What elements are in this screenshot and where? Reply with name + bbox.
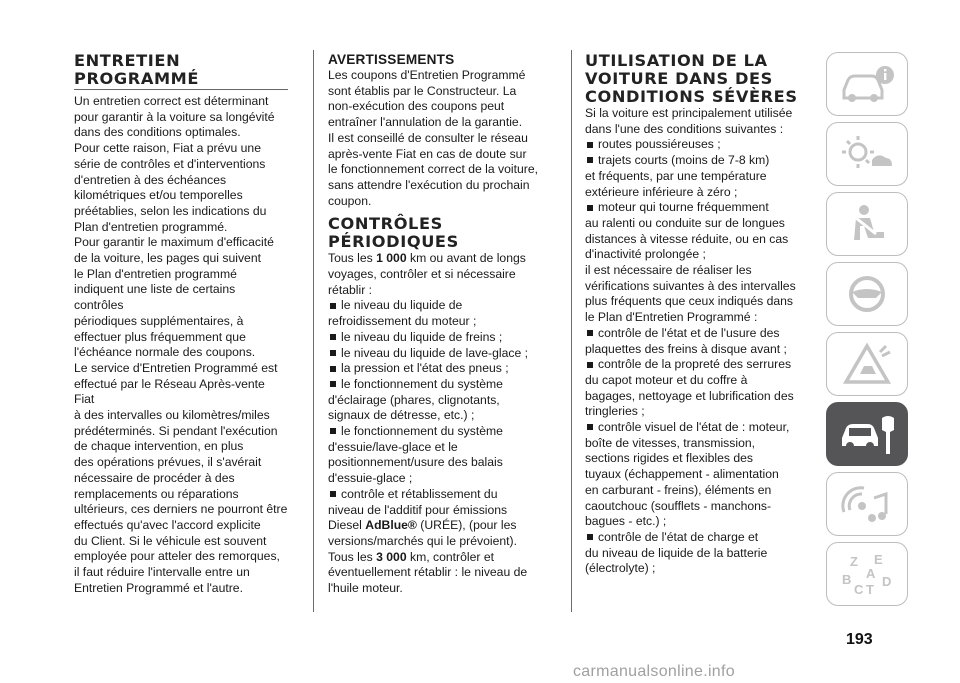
multimedia-icon [836,480,898,528]
column-divider [313,50,314,612]
paragraph [74,235,288,361]
text-line: après-vente Fiat en cas de doute sur [328,146,527,161]
column-entretien [74,52,288,597]
paragraph [328,131,554,210]
car-info-icon [836,60,898,108]
text-line: de la voiture, les pages qui suivent [74,251,261,266]
text: Diesel [328,518,366,533]
bullet-square-icon [587,142,593,148]
steering-wheel-icon [836,270,898,318]
section-heading [328,215,554,251]
bullet-square-icon [330,303,336,309]
bullet-square-icon [330,381,336,387]
list-item-continuation: refroidissement du moteur ; [328,314,477,329]
text-line: extérieure inférieure à zéro ; [585,184,738,199]
text-line: Si la voiture est principalement utilisée [585,106,793,120]
text-line: le fonctionnement correct de la voiture, [328,162,539,177]
text: km ou avant de longs [406,251,526,266]
list-item [585,530,815,546]
text-line: préétablies, selon les indications du [74,203,267,218]
heading-line: CONTRÔLES [328,214,443,234]
text: Tous les [328,251,377,266]
tab-index[interactable] [826,542,908,606]
text: moteur qui tourne fréquemment [598,200,769,215]
paragraph [328,550,554,566]
text-line: sans attendre l'exécution du prochain [328,177,530,192]
tab-steering-wheel[interactable] [826,262,908,326]
text-line: (électrolyte) ; [585,561,656,576]
text-line: d'éclairage (phares, clignotants, [328,392,500,407]
text-line: pour garantir à la voiture sa longévité [74,109,275,124]
tab-seat-safety[interactable] [826,192,908,256]
text: le niveau du liquide de lave-glace ; [341,345,529,360]
index-letter: B [842,572,852,587]
list-item-continuation [585,373,815,420]
list-item [585,326,815,342]
bullet-square-icon [587,424,593,430]
heading-rule [74,89,288,90]
maintenance-icon [836,410,898,458]
tab-maintenance[interactable] [826,402,908,466]
column-conditions-severes [585,52,815,577]
list-item [585,200,815,216]
paragraph [585,263,815,326]
text-line: éventuellement rétablir : le niveau de [328,565,528,580]
text-line: rétablir : [328,282,373,297]
text: le fonctionnement du système [341,424,503,439]
text-line: tringleries ; [585,404,645,419]
text-line: Les coupons d'Entretien Programmé [328,68,526,82]
heading-line: PROGRAMMÉ [74,69,200,88]
text-line: Entretien Programmé et l'autre. [74,580,243,595]
text: contrôle et rétablissement du [341,486,498,501]
heading-line: UTILISATION DE LA [585,51,768,70]
text: km, contrôler et [406,549,494,564]
text-line: remplacements ou réparations [74,486,239,501]
text-line: Plan d'entretien programmé. [74,219,228,234]
text-line: dans des conditions optimales. [74,125,241,140]
text-line: Pour garantir le maximum d'efficacité [74,235,274,250]
page-number: 193 [846,631,873,648]
text-line: vérifications suivantes à des intervalles [585,278,796,293]
text-line: dans l'une des conditions suivantes : [585,121,784,136]
list-item-continuation [585,436,815,530]
text-line: bagages, nettoyage et lubrification des [585,388,794,403]
text-line: Il est conseillé de consulter le réseau [328,130,528,145]
text-line: en carburant - freins), éléments en [585,482,772,497]
paragraph [74,361,288,597]
section-heading [74,52,288,88]
list-item [328,487,554,503]
list-item [585,137,815,153]
text-line: positionnement/usure des balais [328,455,503,470]
text: la pression et l'état des pneus ; [341,361,509,376]
tab-multimedia[interactable] [826,472,908,536]
list-item [328,424,554,440]
text-line: effectué par le Réseau Après-vente Fiat [74,376,265,407]
heading-line: CONDITIONS SÉVÈRES [585,87,798,106]
paragraph [328,565,554,596]
text: Tous les [328,549,377,564]
seat-safety-icon [836,200,898,248]
text-line: tuyaux (échappement - alimentation [585,467,779,482]
warning-heading: AVERTISSEMENTS [328,52,455,67]
adblue-label: AdBlue® [365,518,417,533]
text-line: d'inactivité prolongée ; [585,247,706,262]
bullet-square-icon [330,428,336,434]
distance-value: 1 000 [376,251,407,266]
bullet-square-icon [587,205,593,211]
text-line: boîte de vitesses, transmission, [585,435,756,450]
tab-car-info[interactable] [826,52,908,116]
text-line: périodiques supplémentaires, à [74,313,244,328]
index-letter: D [882,574,892,589]
list-item [328,346,554,362]
list-item [328,377,554,393]
text-line: ultérieurs, ces derniers ne pourront être [74,502,288,517]
section-heading [585,52,815,106]
list-item-continuation: versions/marchés qui le prévoient). [328,533,517,548]
tab-emergency[interactable] [826,332,908,396]
index-letter: T [866,582,874,597]
text-line: au ralenti ou conduite sur de longues [585,215,785,230]
text-line: Le service d'Entretien Programmé est [74,360,278,375]
text: contrôle de la propreté des serrures [598,357,792,372]
list-item-continuation [585,546,815,577]
list-item [328,361,554,377]
text-line: l'huile moteur. [328,581,403,596]
text-line: d'essuie/lave-glace et le [328,439,458,454]
text-line: et fréquents, par une température [585,168,767,183]
text-line: voyages, contrôler et si nécessaire [328,267,516,282]
paragraph [328,251,554,267]
list-item [328,330,554,346]
list-item-continuation: plaquettes des freins à disque avant ; [585,341,787,356]
paragraph [328,68,554,131]
index-letter: Z [850,554,858,569]
watermark: carmanualsonline.info [573,663,735,680]
list-item [585,357,815,373]
text-line: signaux de détresse, etc.) ; [328,408,475,423]
text-line: plus fréquents que ceux indiqués dans [585,294,794,309]
list-item [328,298,554,314]
list-item [585,153,815,169]
heading-line: ENTRETIEN [74,51,181,70]
list-item-continuation [585,169,815,200]
text-line: distances à vitesse réduite, ou en cas [585,231,789,246]
text-line: à des intervalles ou kilomètres/miles [74,408,270,423]
text-line: d'essuie-glace ; [328,471,413,486]
text-line: le Plan d'Entretien Programmé : [585,310,758,325]
emergency-icon [836,340,898,388]
text-line: coupon. [328,193,372,208]
bullet-square-icon [330,491,336,497]
index-letter: A [866,566,876,581]
list-item-continuation [585,216,815,263]
paragraph [585,106,815,137]
list-item-continuation [328,518,554,534]
text-line: non-exécution des coupons peut [328,99,505,114]
bullet-square-icon [330,334,336,340]
bullet-square-icon [330,350,336,356]
text-line: bagues - etc.) ; [585,514,667,529]
text-line: l'échéance normale des coupons. [74,345,256,360]
text-line: kilométriques et/ou temporelles [74,188,243,203]
text-line: du niveau de liquide de la batterie [585,545,768,560]
text: le niveau du liquide de freins ; [341,329,503,344]
text-line: de chaque intervention, en plus [74,439,244,454]
text-line: indiquent une liste de certains contrôles [74,282,236,313]
index-letter: C [854,582,864,597]
text-line: Un entretien correct est déterminant [74,94,269,108]
text-line: entraîner l'annulation de la garantie. [328,115,523,130]
index-letters-icon [836,550,898,598]
text-line: sont établis par le Constructeur. La [328,83,517,98]
text-line: sections rigides et flexibles des [585,451,754,466]
text: contrôle de l'état de charge et [598,529,759,544]
text-line: il est nécessaire de réaliser les [585,263,752,278]
text-line: effectués qu'avec l'accord explicite [74,517,261,532]
bullet-square-icon [587,330,593,336]
text: trajets courts (moins de 7-8 km) [598,153,770,168]
list-item [585,420,815,436]
tab-warning-lights[interactable] [826,122,908,186]
bullet-square-icon [587,157,593,163]
list-item-continuation: niveau de l'additif pour émissions [328,502,508,517]
text-line: nécessaire de procéder à des [74,470,235,485]
text-line: du capot moteur et du coffre à [585,372,748,387]
list-item-continuation [328,393,554,424]
text-line: il faut réduire l'intervalle entre un [74,565,250,580]
text: routes poussiéreuses ; [598,137,721,152]
text-line: prédéterminés. Si pendant l'exécution [74,423,278,438]
text-line: employée pour atteler des remorques, [74,549,280,564]
bullet-square-icon [330,366,336,372]
heading-line: VOITURE DANS DES [585,69,773,88]
paragraph [328,267,554,298]
list-item-continuation [328,440,554,487]
text-line: des opérations prévues, il s'avérait [74,455,262,470]
warning-lights-icon [836,130,898,178]
text: le fonctionnement du système [341,376,503,391]
text-line: effectuer plus fréquemment que [74,329,246,344]
paragraph [74,94,288,141]
index-letter: E [874,552,883,567]
text-line: d'entretien à des échéances [74,172,227,187]
distance-value: 3 000 [376,549,407,564]
heading-line: PÉRIODIQUES [328,232,459,252]
text: contrôle visuel de l'état de : moteur, [598,420,790,435]
text-line: série de contrôles et d'interventions [74,156,266,171]
bullet-square-icon [587,534,593,540]
text-line: caoutchouc (soufflets - manchons- [585,498,772,513]
column-avertissements [328,52,554,597]
text: contrôle de l'état et de l'usure des [598,325,780,340]
text: le niveau du liquide de [341,298,463,313]
bullet-square-icon [587,362,593,368]
text-line: du Client. Si le véhicule est souvent [74,533,267,548]
column-divider [571,50,572,612]
text-line: le Plan d'entretien programmé [74,266,237,281]
text: (URÉE), (pour les [416,518,517,533]
text-line: Pour cette raison, Fiat a prévu une [74,141,261,156]
paragraph [74,141,288,235]
